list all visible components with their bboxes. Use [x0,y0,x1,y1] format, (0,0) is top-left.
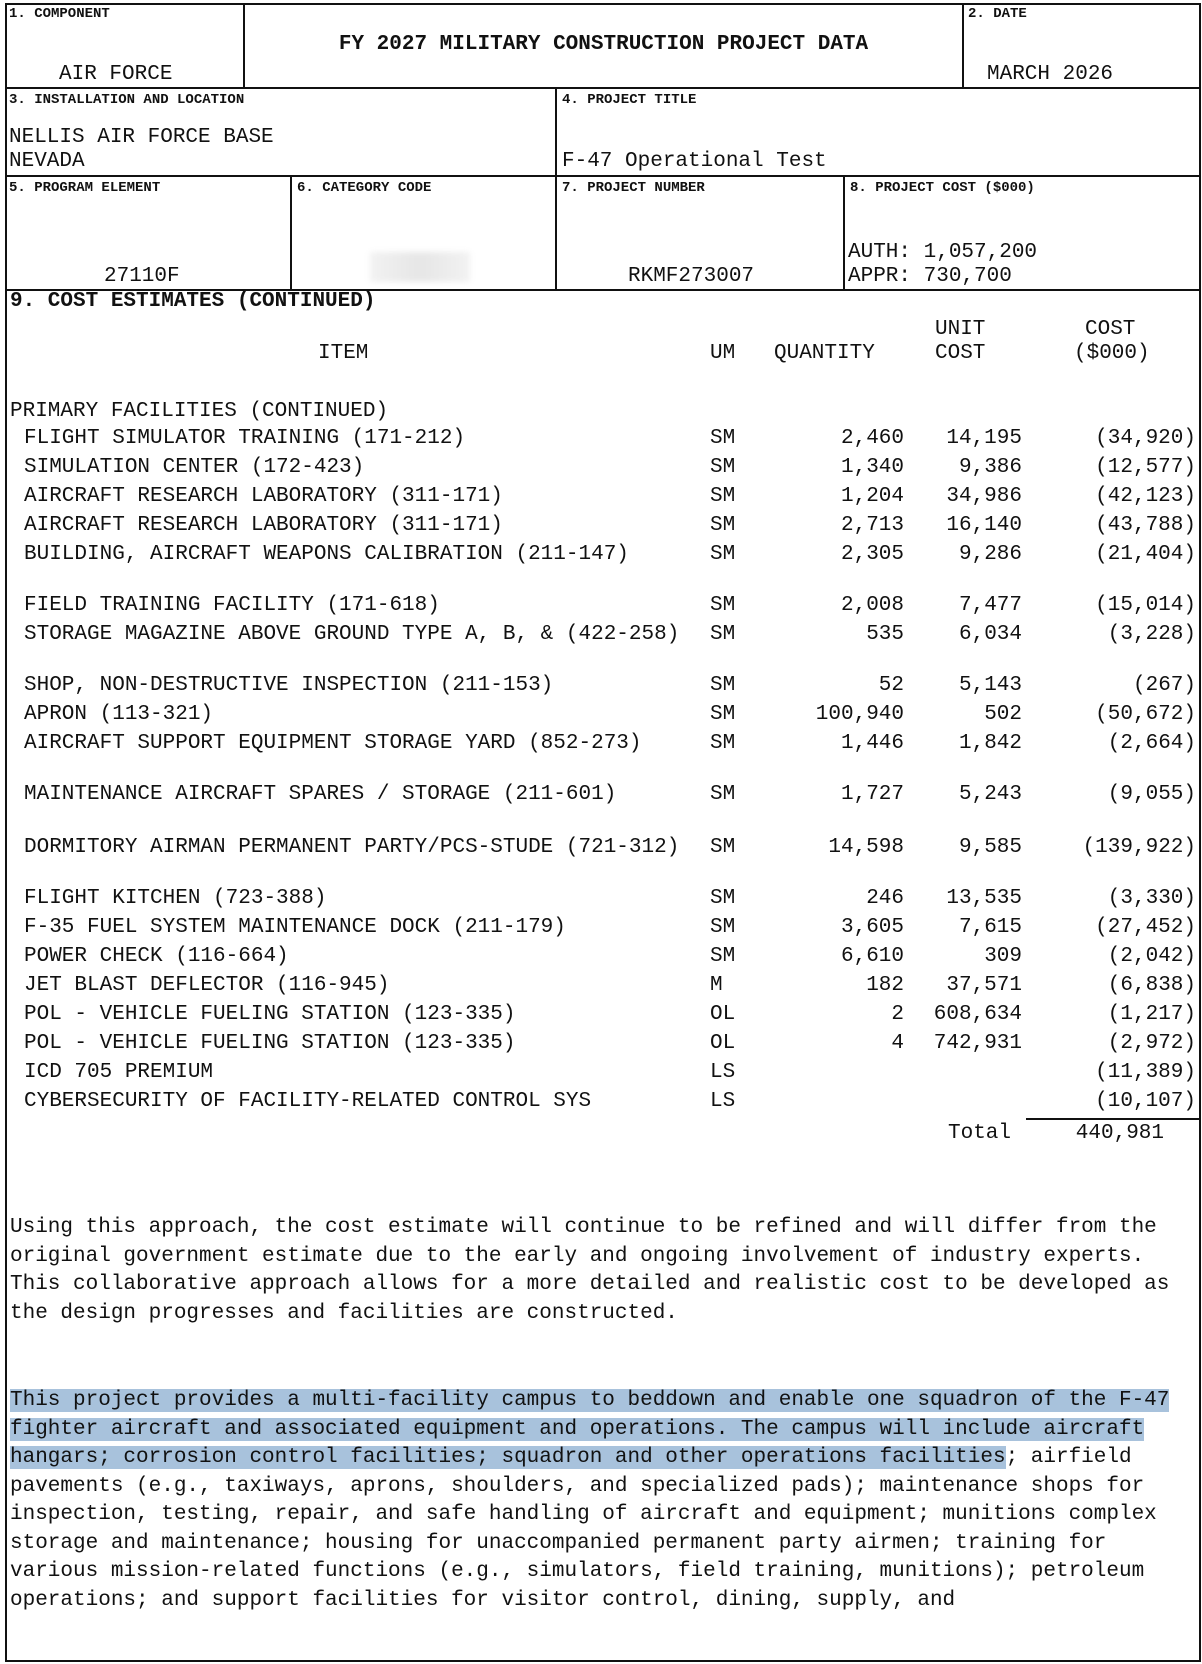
project-number-value: RKMF273007 [628,265,755,288]
cell-quantity: 2,713 [840,514,904,537]
cell-um: OL [710,1032,736,1055]
cell-cost: (42,123) [1095,485,1196,508]
cell-quantity: 1,446 [840,732,904,755]
cell-item: FIELD TRAINING FACILITY (171-618) [24,594,440,617]
divider [555,87,557,291]
cell-item: ICD 705 PREMIUM [24,1061,214,1084]
cell-quantity: 4 [891,1032,904,1055]
cell-cost: (2,972) [1107,1032,1196,1055]
component-value: AIR FORCE [59,63,173,86]
cell-quantity: 6,610 [840,945,904,968]
project-cost-label: 8. PROJECT COST ($000) [850,180,1035,196]
cell-unit-cost: 309 [984,945,1022,968]
cell-cost: (1,217) [1107,1003,1196,1026]
cell-um: SM [710,732,736,755]
cell-quantity: 52 [878,674,904,697]
cell-item: FLIGHT SIMULATOR TRAINING (171-212) [24,427,466,450]
divider [290,175,292,291]
cell-um: SM [710,543,736,566]
program-element-label: 5. PROGRAM ELEMENT [9,180,161,196]
total-value: 440,981 [1075,1122,1164,1145]
cell-unit-cost: 16,140 [946,514,1022,537]
cell-um: LS [710,1090,736,1113]
col-cost-header-1: COST [1085,318,1136,341]
cell-cost: (10,107) [1095,1090,1196,1113]
cell-cost: (9,055) [1107,783,1196,806]
cell-um: SM [710,456,736,479]
cell-item: F-35 FUEL SYSTEM MAINTENANCE DOCK (211-179) [24,916,566,939]
cell-um: LS [710,1061,736,1084]
cell-unit-cost: 34,986 [946,485,1022,508]
cell-um: SM [710,514,736,537]
project-number-label: 7. PROJECT NUMBER [562,180,705,196]
installation-state: NEVADA [9,150,85,173]
cell-item: SHOP, NON-DESTRUCTIVE INSPECTION (211-153) [24,674,554,697]
cell-unit-cost: 5,143 [958,674,1022,697]
date-label: 2. DATE [968,6,1027,22]
cell-cost: (3,228) [1107,623,1196,646]
cell-quantity: 2,460 [840,427,904,450]
cell-quantity: 1,727 [840,783,904,806]
cell-um: M [710,974,723,997]
cell-cost: (50,672) [1095,703,1196,726]
cell-um: SM [710,427,736,450]
installation-name: NELLIS AIR FORCE BASE [9,126,274,149]
col-unit-header-2: COST [935,342,986,365]
program-element-value: 27110F [104,265,180,288]
cell-quantity: 2,305 [840,543,904,566]
total-label: Total [948,1122,1012,1145]
cell-cost: (15,014) [1095,594,1196,617]
component-label: 1. COMPONENT [9,6,110,22]
cell-um: SM [710,623,736,646]
cell-item: CYBERSECURITY OF FACILITY-RELATED CONTROL SYS [24,1090,592,1113]
cell-item: AIRCRAFT SUPPORT EQUIPMENT STORAGE YARD (852-273) [24,732,642,755]
highlighted-text: This project provides a multi-facility campus to beddown and enable one squadron of the F-47 fighter aircraft and associated equipment and operations. The campus will include aircraft hangars; corrosion control facilities; squadron and other operations facilities [10,1389,1170,1469]
cell-unit-cost: 742,931 [933,1032,1022,1055]
divider [962,3,964,89]
divider [5,175,1201,177]
section-heading: 9. COST ESTIMATES (CONTINUED) [10,290,376,313]
cell-cost: (6,838) [1107,974,1196,997]
cell-unit-cost: 502 [984,703,1022,726]
cell-item: SIMULATION CENTER (172-423) [24,456,365,479]
cell-unit-cost: 608,634 [933,1003,1022,1026]
cell-quantity: 14,598 [828,836,904,859]
redacted-category-code [370,252,470,282]
cell-unit-cost: 7,477 [958,594,1022,617]
cell-item: POWER CHECK (116-664) [24,945,289,968]
cell-cost: (139,922) [1082,836,1196,859]
project-title-label: 4. PROJECT TITLE [562,92,697,108]
cell-um: SM [710,674,736,697]
cell-cost: (12,577) [1095,456,1196,479]
col-item-header: ITEM [318,342,369,365]
cell-item: FLIGHT KITCHEN (723-388) [24,887,327,910]
cell-unit-cost: 13,535 [946,887,1022,910]
divider [843,175,845,291]
cell-unit-cost: 1,842 [958,732,1022,755]
cell-quantity: 182 [866,974,904,997]
cell-unit-cost: 9,286 [958,543,1022,566]
cell-cost: (3,330) [1107,887,1196,910]
cell-quantity: 1,204 [840,485,904,508]
cell-cost: (34,920) [1095,427,1196,450]
cell-cost: (2,042) [1107,945,1196,968]
paragraph-description [10,1387,1195,1615]
cell-um: SM [710,916,736,939]
cell-item: STORAGE MAGAZINE ABOVE GROUND TYPE A, B, & (422-258) [24,623,680,646]
cell-um: SM [710,485,736,508]
cell-um: SM [710,594,736,617]
cell-quantity: 1,340 [840,456,904,479]
cell-quantity: 535 [866,623,904,646]
cell-item: AIRCRAFT RESEARCH LABORATORY (311-171) [24,485,503,508]
cell-um: SM [710,836,736,859]
col-unit-header-1: UNIT [935,318,986,341]
cell-item: BUILDING, AIRCRAFT WEAPONS CALIBRATION (211-147) [24,543,629,566]
cell-item: MAINTENANCE AIRCRAFT SPARES / STORAGE (211-601) [24,783,617,806]
cell-item: POL - VEHICLE FUELING STATION (123-335) [24,1003,516,1026]
cell-unit-cost: 5,243 [958,783,1022,806]
column-headers [0,318,1202,368]
cell-quantity: 2,008 [840,594,904,617]
cell-cost: (21,404) [1095,543,1196,566]
cell-unit-cost: 9,585 [958,836,1022,859]
col-qty-header: QUANTITY [774,342,875,365]
cell-unit-cost: 9,386 [958,456,1022,479]
cell-quantity: 100,940 [815,703,904,726]
project-cost-auth: AUTH: 1,057,200 [848,241,1038,264]
cell-um: SM [710,887,736,910]
cell-item: APRON (113-321) [24,703,214,726]
cell-unit-cost: 14,195 [946,427,1022,450]
cell-unit-cost: 37,571 [946,974,1022,997]
cell-quantity: 246 [866,887,904,910]
cell-um: SM [710,783,736,806]
cell-um: OL [710,1003,736,1026]
cell-cost: (27,452) [1095,916,1196,939]
cell-cost: (2,664) [1107,732,1196,755]
cell-unit-cost: 7,615 [958,916,1022,939]
col-um-header: UM [710,342,736,365]
cell-unit-cost: 6,034 [958,623,1022,646]
cell-quantity: 3,605 [840,916,904,939]
cell-item: DORMITORY AIRMAN PERMANENT PARTY/PCS-STUDE (721-312) [24,836,680,859]
col-cost-header-2: ($000) [1074,342,1150,365]
category-code-label: 6. CATEGORY CODE [297,180,432,196]
cell-um: SM [710,703,736,726]
cell-item: POL - VEHICLE FUELING STATION (123-335) [24,1032,516,1055]
paragraph-description-rest: ; airfield pavements (e.g., taxiways, aprons, shoulders, and specialized pads); maintenance shops for inspection, testing, repair, and safe handling of aircraft and equipment; munitions complex storage and maintenance; housing for unaccompanied permanent party airmen; training for various mission-related functions (e.g., simulators, field training, munitions); petroleum operations; and support facilities for visitor control, dining, supply, and [10,1446,1157,1612]
cell-item: JET BLAST DEFLECTOR (116-945) [24,974,390,997]
cell-item: AIRCRAFT RESEARCH LABORATORY (311-171) [24,514,503,537]
project-cost-appr: APPR: 730,700 [848,265,1012,288]
project-title-value: F-47 Operational Test [562,150,827,173]
paragraph-approach: Using this approach, the cost estimate will continue to be refined and will differ from the original government estimate due to the early and ongoing involvement of industry experts. This collaborative approach allows for a more detailed and realistic cost to be developed as the design progresses and facilities are constructed. [10,1216,1170,1325]
cell-cost: (11,389) [1095,1061,1196,1084]
cell-cost: (43,788) [1095,514,1196,537]
cell-um: SM [710,945,736,968]
total-rule [1026,1118,1201,1120]
divider [5,87,1201,89]
installation-label: 3. INSTALLATION AND LOCATION [9,92,245,108]
group-label-text: PRIMARY FACILITIES (CONTINUED) [10,400,389,423]
page-title: FY 2027 MILITARY CONSTRUCTION PROJECT DATA [338,33,869,56]
date-value: MARCH 2026 [987,63,1114,86]
cell-cost: (267) [1132,674,1196,697]
cell-quantity: 2 [891,1003,904,1026]
